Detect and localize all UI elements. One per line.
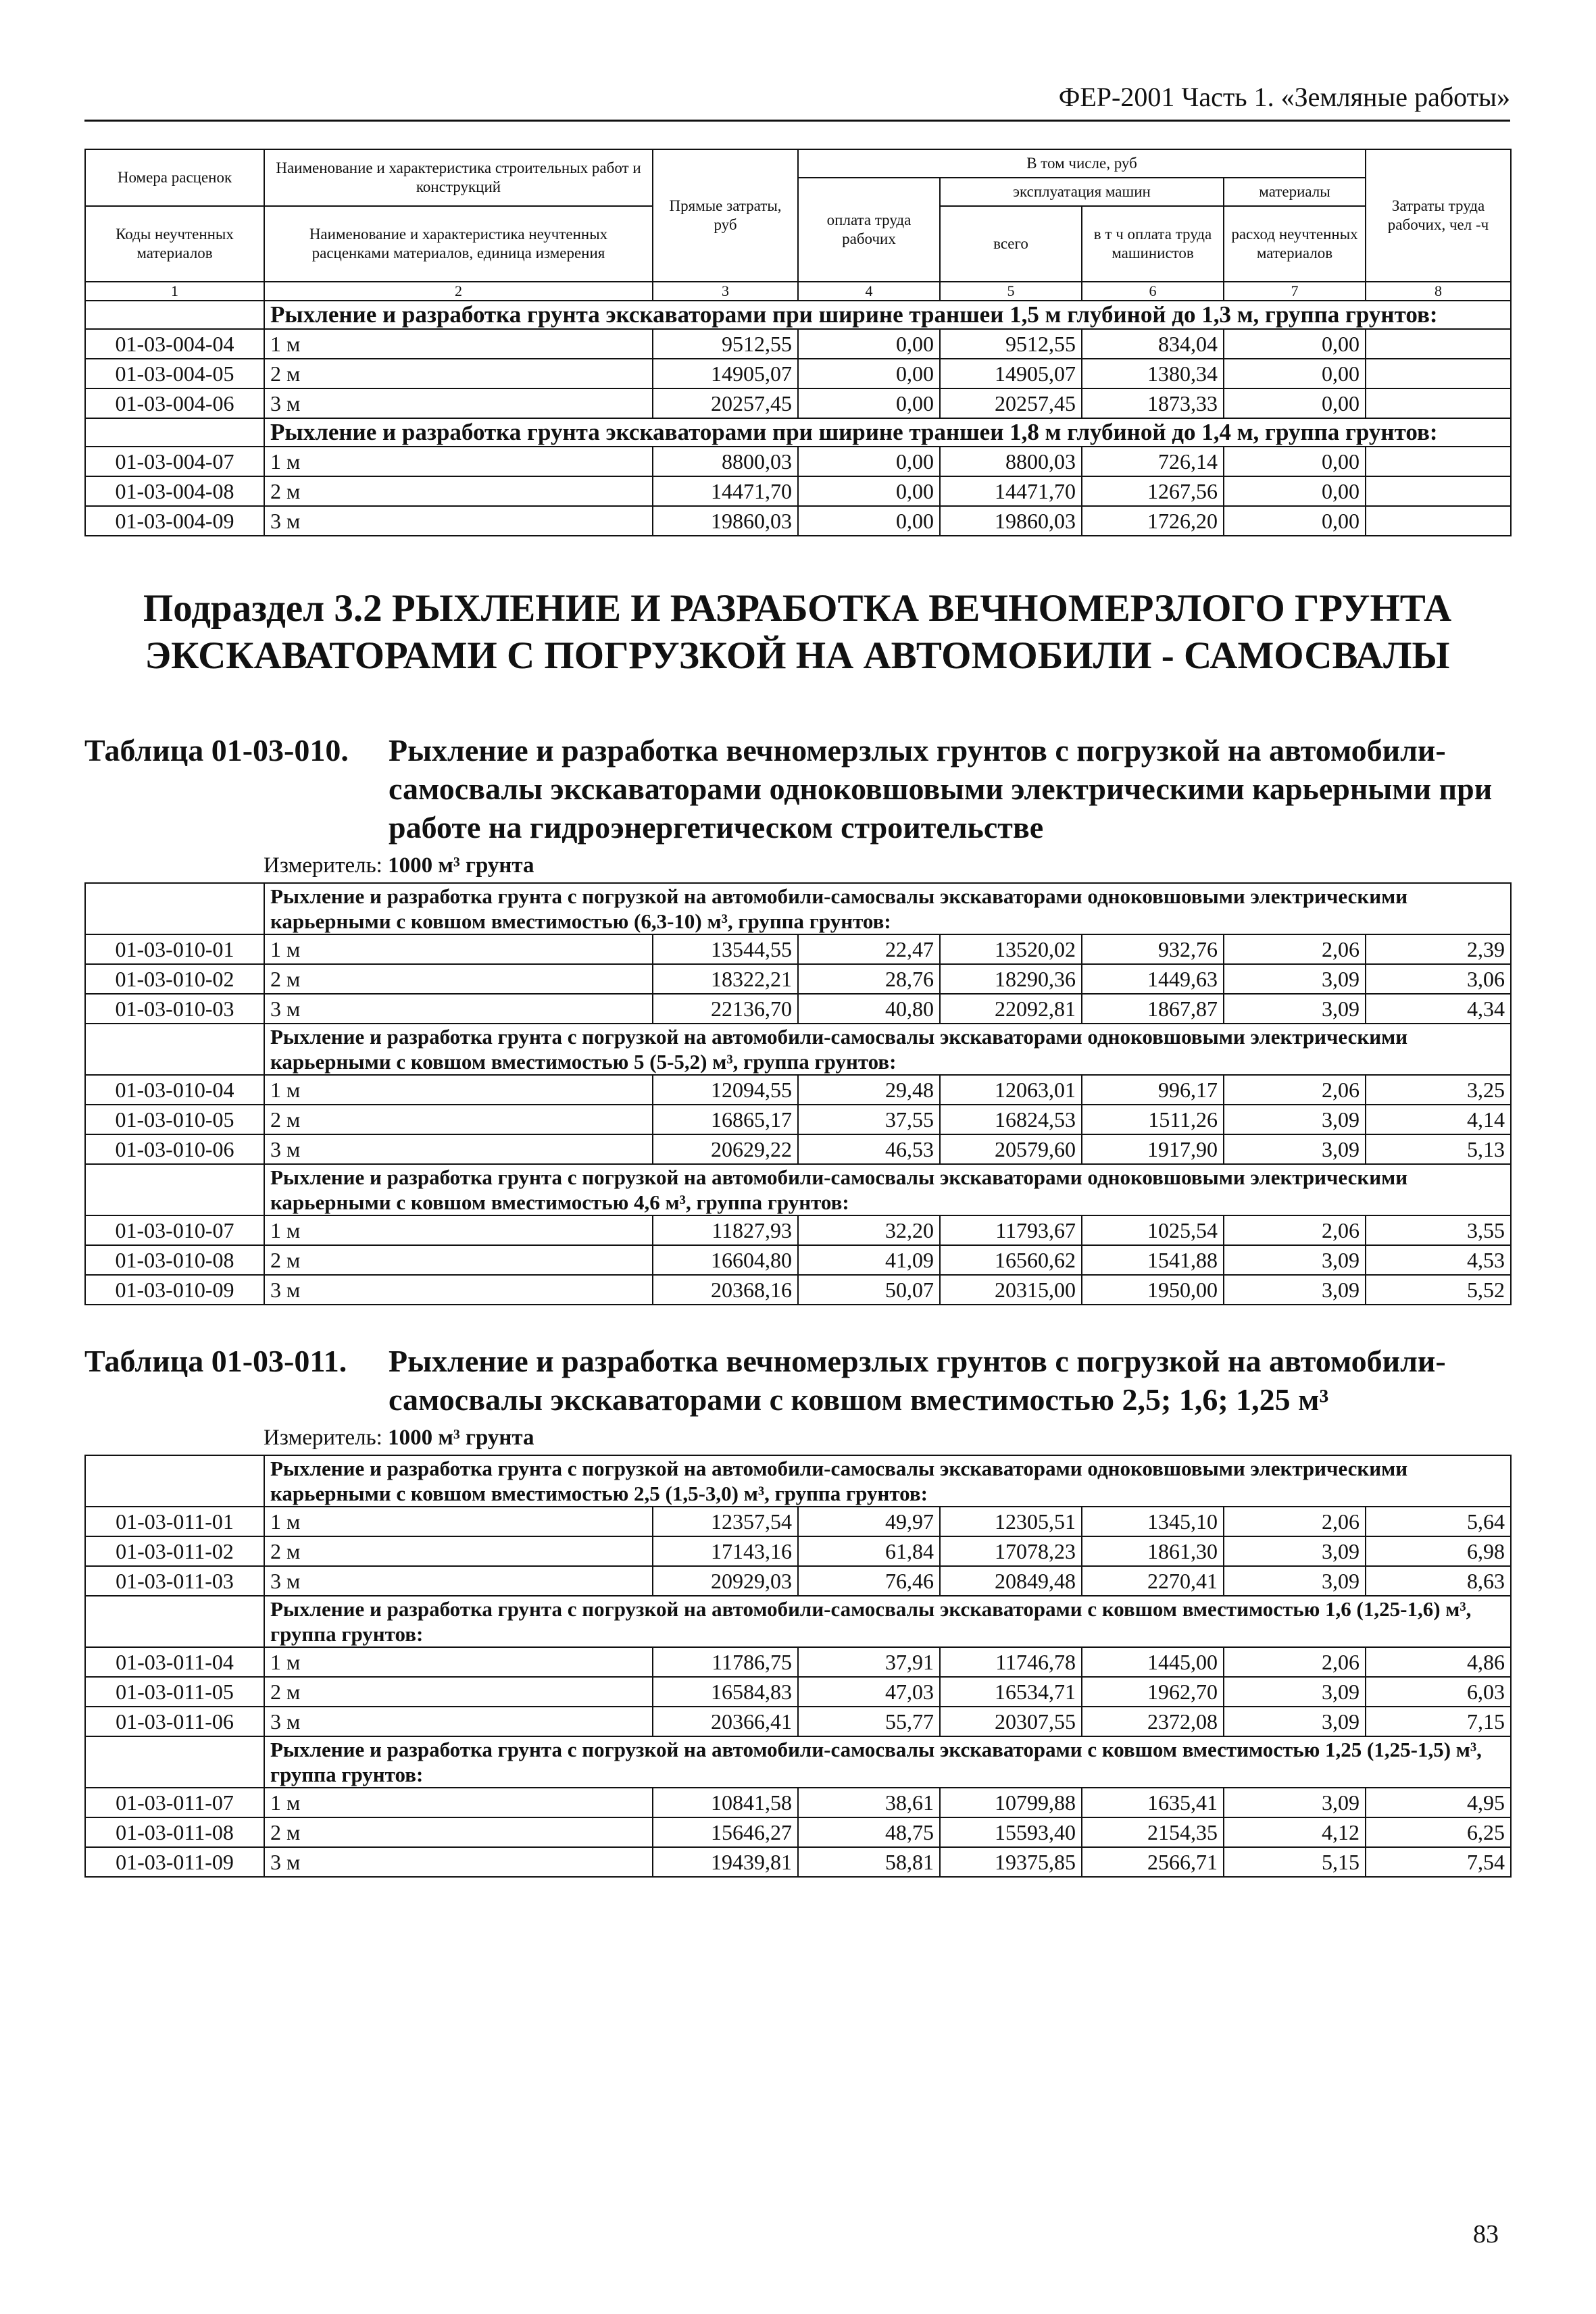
rate-code: 01-03-011-03 (85, 1566, 264, 1596)
rate-name: 2 м (264, 359, 653, 388)
cell-value: 20629,22 (653, 1134, 798, 1164)
cell-value: 20366,41 (653, 1707, 798, 1736)
cell-value: 17143,16 (653, 1536, 798, 1566)
cell-value: 16824,53 (940, 1105, 1082, 1134)
cell-value: 55,77 (798, 1707, 940, 1736)
group-header-spacer (85, 301, 264, 329)
cell-value: 996,17 (1082, 1075, 1224, 1105)
cell-value (1366, 359, 1511, 388)
table-row (85, 1788, 1511, 1817)
cell-value: 9512,55 (653, 329, 798, 359)
cell-value: 18290,36 (940, 964, 1082, 994)
table-row (85, 1275, 1511, 1305)
rate-name: 1 м (264, 1647, 653, 1677)
cell-value: 834,04 (1082, 329, 1224, 359)
table-011 (84, 1455, 1512, 1878)
group-header-row (85, 1164, 1511, 1215)
cell-value: 7,54 (1366, 1847, 1511, 1877)
rate-code: 01-03-004-05 (85, 359, 264, 388)
cell-value: 0,00 (1224, 447, 1366, 476)
table-row (85, 359, 1511, 388)
cell-value: 3,09 (1224, 1536, 1366, 1566)
cell-value: 76,46 (798, 1566, 940, 1596)
cell-value (1366, 447, 1511, 476)
cell-value: 932,76 (1082, 934, 1224, 964)
table-row (85, 964, 1511, 994)
cell-value: 16560,62 (940, 1245, 1082, 1275)
header-material-name: Наименование и характеристика неучтенных расценками материалов, единица измерения (264, 206, 653, 282)
rate-name: 1 м (264, 934, 653, 964)
table-row (85, 1507, 1511, 1536)
cell-value: 19439,81 (653, 1847, 798, 1877)
table-row (85, 1847, 1511, 1877)
rate-name: 3 м (264, 1275, 653, 1305)
table-row (85, 447, 1511, 476)
cell-value: 2566,71 (1082, 1847, 1224, 1877)
cell-value: 2,06 (1224, 1215, 1366, 1245)
measure-value: 1000 м³ грунта (388, 853, 534, 878)
cell-value: 22,47 (798, 934, 940, 964)
table-row (85, 934, 1511, 964)
measure-label: Измеритель: (264, 853, 382, 878)
rate-code: 01-03-011-02 (85, 1536, 264, 1566)
group-header-row (85, 301, 1511, 329)
cell-value: 12063,01 (940, 1075, 1082, 1105)
rate-code: 01-03-011-05 (85, 1677, 264, 1707)
cell-value: 3,06 (1366, 964, 1511, 994)
cell-value: 2372,08 (1082, 1707, 1224, 1736)
cell-value: 3,09 (1224, 1105, 1366, 1134)
column-number: 7 (1224, 282, 1366, 301)
rate-name: 3 м (264, 506, 653, 536)
cell-value: 4,95 (1366, 1788, 1511, 1817)
table-010-measure (264, 853, 1510, 878)
cell-value: 13520,02 (940, 934, 1082, 964)
cell-value: 46,53 (798, 1134, 940, 1164)
group-header-row (85, 1736, 1511, 1788)
cell-value: 6,03 (1366, 1677, 1511, 1707)
cell-value: 6,98 (1366, 1536, 1511, 1566)
cell-value: 1962,70 (1082, 1677, 1224, 1707)
cell-value: 15593,40 (940, 1817, 1082, 1847)
rate-code: 01-03-010-06 (85, 1134, 264, 1164)
cell-value: 0,00 (1224, 388, 1366, 418)
table-header (85, 149, 1511, 301)
cell-value: 17078,23 (940, 1536, 1082, 1566)
cell-value: 0,00 (1224, 506, 1366, 536)
cell-value: 2270,41 (1082, 1566, 1224, 1596)
cell-value: 13544,55 (653, 934, 798, 964)
cell-value: 726,14 (1082, 447, 1224, 476)
cell-value: 10841,58 (653, 1788, 798, 1817)
group-header-spacer (85, 883, 264, 934)
cell-value: 40,80 (798, 994, 940, 1024)
cell-value: 2,06 (1224, 1507, 1366, 1536)
rate-name: 1 м (264, 447, 653, 476)
cell-value: 18322,21 (653, 964, 798, 994)
rate-code: 01-03-010-09 (85, 1275, 264, 1305)
cell-value: 0,00 (798, 476, 940, 506)
rate-name: 3 м (264, 1707, 653, 1736)
rate-name: 3 м (264, 1566, 653, 1596)
table-010 (84, 882, 1512, 1305)
group-title: Рыхление и разработка грунта экскаваторами при ширине траншеи 1,8 м глубиной до 1,4 м, группа грунтов: (264, 418, 1511, 447)
header-labor-cost: Затраты труда рабочих, чел -ч (1366, 149, 1511, 282)
cell-value: 4,53 (1366, 1245, 1511, 1275)
cell-value: 20368,16 (653, 1275, 798, 1305)
cell-value: 0,00 (798, 506, 940, 536)
rate-name: 2 м (264, 964, 653, 994)
header-labor-pay: оплата труда рабочих (798, 178, 940, 282)
cell-value: 16865,17 (653, 1105, 798, 1134)
rate-code: 01-03-004-08 (85, 476, 264, 506)
cell-value: 4,14 (1366, 1105, 1511, 1134)
table-011-heading (84, 1342, 1510, 1419)
cell-value: 14905,07 (653, 359, 798, 388)
table-011-label: Таблица 01-03-011. (84, 1344, 347, 1378)
cell-value: 50,07 (798, 1275, 940, 1305)
cell-value: 41,09 (798, 1245, 940, 1275)
rate-code: 01-03-011-06 (85, 1707, 264, 1736)
rate-code: 01-03-011-09 (85, 1847, 264, 1877)
rate-name: 3 м (264, 1134, 653, 1164)
cell-value: 0,00 (798, 359, 940, 388)
cell-value: 37,91 (798, 1647, 940, 1677)
cell-value: 19860,03 (940, 506, 1082, 536)
group-header-row (85, 1024, 1511, 1075)
header-machinists-pay: в т ч оплата труда машинистов (1082, 206, 1224, 282)
column-number-row (85, 282, 1511, 301)
table-row (85, 1245, 1511, 1275)
table-row (85, 1707, 1511, 1736)
cell-value: 5,64 (1366, 1507, 1511, 1536)
table-011-title: Рыхление и разработка вечномерзлых грунтов с погрузкой на автомобили-самосвалы экскаваторами с ковшом вместимостью 2,5; 1,6; 1,25 м³ (389, 1344, 1446, 1417)
rate-name: 2 м (264, 1536, 653, 1566)
cell-value: 0,00 (1224, 476, 1366, 506)
group-header-spacer (85, 418, 264, 447)
header-materials-unaccounted: расход неучтенных материалов (1224, 206, 1366, 282)
cell-value: 11786,75 (653, 1647, 798, 1677)
header-codes: Номера расценок (85, 149, 264, 206)
measure-label: Измеритель: (264, 1426, 382, 1450)
cell-value: 2,06 (1224, 1647, 1366, 1677)
running-title: ФЕР-2001 Часть 1. «Земляные работы» (84, 81, 1510, 122)
cell-value: 5,52 (1366, 1275, 1511, 1305)
table-row (85, 994, 1511, 1024)
cell-value: 20315,00 (940, 1275, 1082, 1305)
cell-value: 3,09 (1224, 1566, 1366, 1596)
cell-value: 3,09 (1224, 1788, 1366, 1817)
cell-value: 4,86 (1366, 1647, 1511, 1677)
table-row (85, 476, 1511, 506)
cell-value: 14471,70 (653, 476, 798, 506)
cell-value (1366, 329, 1511, 359)
rate-name: 1 м (264, 1788, 653, 1817)
table-row (85, 388, 1511, 418)
cell-value: 48,75 (798, 1817, 940, 1847)
table-row (85, 1105, 1511, 1134)
cell-value: 2154,35 (1082, 1817, 1224, 1847)
rate-code: 01-03-011-04 (85, 1647, 264, 1677)
rate-name: 3 м (264, 994, 653, 1024)
measure-value: 1000 м³ грунта (388, 1426, 534, 1450)
cell-value (1366, 476, 1511, 506)
subsection-title-line: ЭКСКАВАТОРАМИ С ПОГРУЗКОЙ НА АВТОМОБИЛИ - САМОСВАЛЫ (145, 634, 1450, 677)
cell-value: 1726,20 (1082, 506, 1224, 536)
table-011-measure (264, 1426, 1510, 1451)
table-row (85, 1215, 1511, 1245)
cell-value: 0,00 (1224, 329, 1366, 359)
rate-code: 01-03-004-09 (85, 506, 264, 536)
rate-code: 01-03-004-04 (85, 329, 264, 359)
cell-value: 8800,03 (940, 447, 1082, 476)
group-header-spacer (85, 1024, 264, 1075)
group-header-row (85, 1455, 1511, 1507)
cell-value: 19375,85 (940, 1847, 1082, 1877)
table-004 (84, 149, 1512, 536)
cell-value: 2,06 (1224, 934, 1366, 964)
cell-value: 6,25 (1366, 1817, 1511, 1847)
group-title: Рыхление и разработка грунта с погрузкой на автомобили-самосвалы экскаваторами одноковшовыми электрическими карьерными с ковшом вместимостью (6,3-10) м³, группа грунтов: (264, 883, 1511, 934)
group-header-row (85, 418, 1511, 447)
table-row (85, 1134, 1511, 1164)
cell-value: 7,15 (1366, 1707, 1511, 1736)
cell-value: 3,09 (1224, 1134, 1366, 1164)
cell-value: 8,63 (1366, 1566, 1511, 1596)
cell-value: 47,03 (798, 1677, 940, 1707)
rate-name: 1 м (264, 1507, 653, 1536)
rate-code: 01-03-010-08 (85, 1245, 264, 1275)
cell-value: 5,15 (1224, 1847, 1366, 1877)
cell-value: 1267,56 (1082, 476, 1224, 506)
rate-code: 01-03-004-06 (85, 388, 264, 418)
table-row (85, 506, 1511, 536)
rate-name: 1 м (264, 1075, 653, 1105)
cell-value: 3,09 (1224, 994, 1366, 1024)
group-header-row (85, 1596, 1511, 1647)
cell-value (1366, 388, 1511, 418)
group-header-spacer (85, 1455, 264, 1507)
header-machines: эксплуатация машин (940, 178, 1224, 206)
cell-value: 20929,03 (653, 1566, 798, 1596)
cell-value: 20257,45 (653, 388, 798, 418)
cell-value: 1950,00 (1082, 1275, 1224, 1305)
cell-value: 4,34 (1366, 994, 1511, 1024)
cell-value: 9512,55 (940, 329, 1082, 359)
group-header-spacer (85, 1596, 264, 1647)
rate-name: 3 м (264, 388, 653, 418)
cell-value: 8800,03 (653, 447, 798, 476)
cell-value: 20257,45 (940, 388, 1082, 418)
column-number: 2 (264, 282, 653, 301)
cell-value: 3,09 (1224, 964, 1366, 994)
cell-value: 3,09 (1224, 1275, 1366, 1305)
cell-value: 1873,33 (1082, 388, 1224, 418)
rate-code: 01-03-010-07 (85, 1215, 264, 1245)
cell-value: 19860,03 (653, 506, 798, 536)
cell-value: 10799,88 (940, 1788, 1082, 1817)
cell-value: 20849,48 (940, 1566, 1082, 1596)
header-materials: материалы (1224, 178, 1366, 206)
cell-value: 0,00 (798, 329, 940, 359)
column-number: 1 (85, 282, 264, 301)
header-machines-total: всего (940, 206, 1082, 282)
cell-value: 1445,00 (1082, 1647, 1224, 1677)
table-row (85, 1647, 1511, 1677)
cell-value: 1867,87 (1082, 994, 1224, 1024)
cell-value: 29,48 (798, 1075, 940, 1105)
table-010-title: Рыхление и разработка вечномерзлых грунтов с погрузкой на автомобили-самосвалы экскаваторами одноковшовыми электрическими карьерными при работе на гидроэнергетическом строительстве (389, 733, 1493, 845)
cell-value: 20579,60 (940, 1134, 1082, 1164)
cell-value: 1345,10 (1082, 1507, 1224, 1536)
rate-name: 2 м (264, 1245, 653, 1275)
cell-value: 1511,26 (1082, 1105, 1224, 1134)
rate-name: 2 м (264, 1817, 653, 1847)
rate-code: 01-03-010-04 (85, 1075, 264, 1105)
table-row (85, 1075, 1511, 1105)
cell-value: 22136,70 (653, 994, 798, 1024)
cell-value: 61,84 (798, 1536, 940, 1566)
rate-name: 1 м (264, 329, 653, 359)
cell-value: 28,76 (798, 964, 940, 994)
group-header-spacer (85, 1164, 264, 1215)
cell-value: 4,12 (1224, 1817, 1366, 1847)
cell-value: 11793,67 (940, 1215, 1082, 1245)
group-title: Рыхление и разработка грунта экскаваторами при ширине траншеи 1,5 м глубиной до 1,3 м, группа грунтов: (264, 301, 1511, 329)
page (84, 81, 1510, 1878)
cell-value: 11746,78 (940, 1647, 1082, 1677)
table-row (85, 329, 1511, 359)
rate-code: 01-03-010-01 (85, 934, 264, 964)
rate-code: 01-03-011-08 (85, 1817, 264, 1847)
cell-value: 1541,88 (1082, 1245, 1224, 1275)
cell-value: 38,61 (798, 1788, 940, 1817)
cell-value: 3,25 (1366, 1075, 1511, 1105)
cell-value: 22092,81 (940, 994, 1082, 1024)
rate-name: 2 м (264, 1677, 653, 1707)
cell-value: 0,00 (798, 447, 940, 476)
cell-value: 1380,34 (1082, 359, 1224, 388)
header-including: В том числе, руб (798, 149, 1366, 178)
cell-value: 3,09 (1224, 1707, 1366, 1736)
table-row (85, 1566, 1511, 1596)
rate-name: 2 м (264, 1105, 653, 1134)
cell-value: 1635,41 (1082, 1788, 1224, 1817)
header-work-name: Наименование и характеристика строительных работ и конструкций (264, 149, 653, 206)
cell-value: 15646,27 (653, 1817, 798, 1847)
cell-value: 16584,83 (653, 1677, 798, 1707)
cell-value: 3,55 (1366, 1215, 1511, 1245)
cell-value: 1917,90 (1082, 1134, 1224, 1164)
column-number: 3 (653, 282, 798, 301)
cell-value: 2,06 (1224, 1075, 1366, 1105)
cell-value: 32,20 (798, 1215, 940, 1245)
cell-value: 12305,51 (940, 1507, 1082, 1536)
cell-value: 49,97 (798, 1507, 940, 1536)
subsection-title-line: Подраздел 3.2 РЫХЛЕНИЕ И РАЗРАБОТКА ВЕЧНОМЕРЗЛОГО ГРУНТА (143, 587, 1452, 630)
rate-code: 01-03-011-01 (85, 1507, 264, 1536)
rate-name: 1 м (264, 1215, 653, 1245)
cell-value: 1025,54 (1082, 1215, 1224, 1245)
subsection-title (84, 585, 1510, 680)
cell-value (1366, 506, 1511, 536)
cell-value: 20307,55 (940, 1707, 1082, 1736)
cell-value: 3,09 (1224, 1677, 1366, 1707)
cell-value: 0,00 (1224, 359, 1366, 388)
cell-value: 16604,80 (653, 1245, 798, 1275)
cell-value: 12357,54 (653, 1507, 798, 1536)
cell-value: 12094,55 (653, 1075, 798, 1105)
table-010-label: Таблица 01-03-010. (84, 733, 349, 768)
cell-value: 58,81 (798, 1847, 940, 1877)
table-row (85, 1817, 1511, 1847)
table-row (85, 1536, 1511, 1566)
group-title: Рыхление и разработка грунта с погрузкой на автомобили-самосвалы экскаваторами одноковшовыми электрическими карьерными с ковшом вместимостью 4,6 м³, группа грунтов: (264, 1164, 1511, 1215)
cell-value: 1861,30 (1082, 1536, 1224, 1566)
rate-name: 2 м (264, 476, 653, 506)
rate-code: 01-03-010-03 (85, 994, 264, 1024)
rate-code: 01-03-011-07 (85, 1788, 264, 1817)
rate-name: 3 м (264, 1847, 653, 1877)
header-material-codes: Коды неучтенных материалов (85, 206, 264, 282)
cell-value: 37,55 (798, 1105, 940, 1134)
group-title: Рыхление и разработка грунта с погрузкой на автомобили-самосвалы экскаваторами одноковшовыми электрическими карьерными с ковшом вместимостью 5 (5-5,2) м³, группа грунтов: (264, 1024, 1511, 1075)
column-number: 8 (1366, 282, 1511, 301)
cell-value: 5,13 (1366, 1134, 1511, 1164)
cell-value: 1449,63 (1082, 964, 1224, 994)
column-number: 6 (1082, 282, 1224, 301)
cell-value: 3,09 (1224, 1245, 1366, 1275)
column-number: 5 (940, 282, 1082, 301)
cell-value: 2,39 (1366, 934, 1511, 964)
group-title: Рыхление и разработка грунта с погрузкой на автомобили-самосвалы экскаваторами с ковшом вместимостью 1,25 (1,25-1,5) м³, группа грунтов: (264, 1736, 1511, 1788)
column-number: 4 (798, 282, 940, 301)
group-title: Рыхление и разработка грунта с погрузкой на автомобили-самосвалы экскаваторами с ковшом вместимостью 1,6 (1,25-1,6) м³, группа грунтов: (264, 1596, 1511, 1647)
cell-value: 14905,07 (940, 359, 1082, 388)
rate-code: 01-03-010-05 (85, 1105, 264, 1134)
group-header-row (85, 883, 1511, 934)
page-number: 83 (1473, 2220, 1499, 2248)
cell-value: 16534,71 (940, 1677, 1082, 1707)
rate-code: 01-03-010-02 (85, 964, 264, 994)
table-row (85, 1677, 1511, 1707)
group-header-spacer (85, 1736, 264, 1788)
header-direct-costs: Прямые затраты, руб (653, 149, 798, 282)
group-title: Рыхление и разработка грунта с погрузкой на автомобили-самосвалы экскаваторами одноковшовыми электрическими карьерными с ковшом вместимостью 2,5 (1,5-3,0) м³, группа грунтов: (264, 1455, 1511, 1507)
table-010-heading (84, 731, 1510, 847)
cell-value: 11827,93 (653, 1215, 798, 1245)
rate-code: 01-03-004-07 (85, 447, 264, 476)
cell-value: 14471,70 (940, 476, 1082, 506)
cell-value: 0,00 (798, 388, 940, 418)
